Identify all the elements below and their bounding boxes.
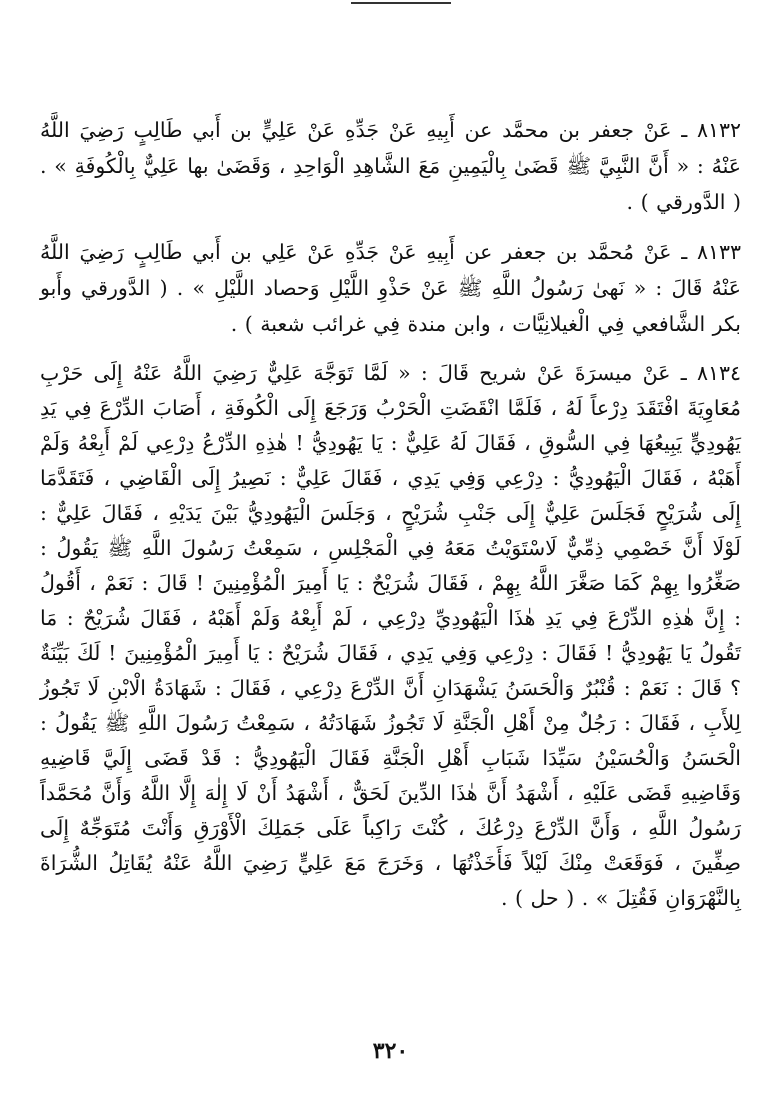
page-text [40, 112, 741, 916]
page-number: ٣٢٠ [372, 1038, 409, 1064]
hadith-entry-8134: ٨١٣٤ ـ عَنْ ميسرَةَ عَنْ شريح قَالَ : « لَمَّا تَوَجَّهَ عَلِيٌّ رَضِيَ اللَّهُ عَنْهُ إِلَى حَرْبِ مُعَاوِيَةَ افْتَقَدَ دِرْعاً لَهُ ، فَلَمَّا انْقَضَتِ الْحَرْبُ وَرَجَعَ إِلَى الْكُوفَةِ ، أَصَابَ الدِّرْعَ فِي يَدِ يَهُودِيٍّ يَبِيعُهَا فِي السُّوقِ ، فَقَالَ لَهُ عَلِيٌّ : يَا يَهُودِيُّ ! هٰذِهِ الدِّرْعُ دِرْعِي لَمْ أَبِعْهُ وَلَمْ أَهَبْهُ ، فَقَالَ الْيَهُودِيُّ : دِرْعِي وَفِي يَدِي ، فَقَالَ عَلِيٌّ : نَصِيرُ إِلَى الْقَاضِي ، فَتَقَدَّمَا إِلَى شُرَيْحٍ فَجَلَسَ عَلِيٌّ إِلَى جَنْبِ شُرَيْحٍ ، وَجَلَسَ الْيَهُودِيُّ بَيْنَ يَدَيْهِ ، فَقَالَ عَلِيٌّ : لَوْلَا أَنَّ خَصْمِي ذِمِّيٌّ لَاسْتَوَيْتُ مَعَهُ فِي الْمَجْلِسِ ، سَمِعْتُ رَسُولَ اللَّهِ ﷺ يَقُولُ : صَغِّرُوا بِهِمْ كَمَا صَغَّرَ اللَّهُ بِهِمْ ، فَقَالَ شُرَيْحٌ : يَا أَمِيرَ الْمُؤْمِنِينَ ! قَالَ : نَعَمْ ، أَقُولُ : إِنَّ هٰذِهِ الدِّرْعَ فِي يَدِ هٰذَا الْيَهُودِيِّ دِرْعِي ، لَمْ أَبِعْهُ وَلَمْ أَهَبْهُ ، فَقَالَ شُرَيْحٌ : مَا تَقُولُ يَا يَهُودِيُّ ! فَقَالَ : دِرْعِي وَفِي يَدِي ، فَقَالَ شُرَيْحٌ : يَا أَمِيرَ الْمُؤْمِنِينَ ! لَكَ بَيِّنَةٌ ؟ قَالَ : نَعَمْ : قُنْبُرٌ وَالْحَسَنُ يَشْهَدَانِ أَنَّ الدِّرْعَ دِرْعِي ، فَقَالَ : شَهَادَةُ الْابْنِ لَا تَجُوزُ لِلأَبِ ، فَقَالَ : رَجُلٌ مِنْ أَهْلِ الْجَنَّةِ لَا تَجُوزُ شَهَادَتُهُ ، سَمِعْتُ رَسُولَ اللَّهِ ﷺ يَقُولُ : الْحَسَنُ وَالْحُسَيْنُ سَيِّدَا شَبَابِ أَهْلِ الْجَنَّةِ فَقَالَ الْيَهُودِيُّ : قَدْ قَضَى إِلَيَّ قَاضِيهِ وَقَاضِيهِ قَضَى عَلَيْهِ ، أَشْهَدُ أَنَّ هٰذَا الدِّينَ لَحَقٌّ ، أَشْهَدُ أَنْ لَا إِلٰهَ إِلَّا اللَّهُ وَأَنَّ مُحَمَّداً رَسُولُ اللَّهِ ، وَأَنَّ الدِّرْعَ دِرْعُكَ ، كُنْتَ رَاكِباً عَلَى جَمَلِكَ الْأَوْرَقِ وَأَنْتَ مُتَوَجِّهٌ إِلَى صِفِّينَ ، فَوَقَعَتْ مِنْكَ لَيْلاً فَأَخَذْتُهَا ، وَخَرَجَ مَعَ عَلِيٍّ رَضِيَ اللَّهُ عَنْهُ يُقَاتِلُ الشُّرَاةَ بِالنَّهْرَوَانِ فَقُتِلَ » . ( حل ) . [40, 361, 741, 910]
top-rule [351, 2, 451, 4]
hadith-entry-8133: ٨١٣٣ ـ عَنْ مُحمَّد بن جعفر عن أَبِيهِ عَنْ جَدِّهِ عَنْ عَلِي بن أَبي طَالِبٍ رَضِيَ اللَّهُ عَنْهُ قَالَ : « نَهىٰ رَسُولُ اللَّهِ ﷺ عَنْ حَذْوِ اللَّيْلِ وَحصاد اللَّيْلِ » . ( الدَّورقي وأَبو بكر الشَّافعي فِي الْغيلانِيَّات ، وابن مندة فِي غرائب شعبة ) . [40, 240, 741, 336]
hadith-entry-8132: ٨١٣٢ ـ عَنْ جعفر بن محمَّد عن أَبِيهِ عَنْ جَدِّهِ عَنْ عَلِيٍّ بن أَبي طَالِبٍ رَضِيَ اللَّهُ عَنْهُ : « أَنَّ النَّبِيَّ ﷺ قَضَىٰ بِالْيَمِينِ مَعَ الشَّاهِدِ الْوَاحِدِ ، وَقَضَىٰ بها عَلِيٌّ بِالْكُوفَةِ » . ( الدَّورقي ) . [40, 118, 741, 214]
